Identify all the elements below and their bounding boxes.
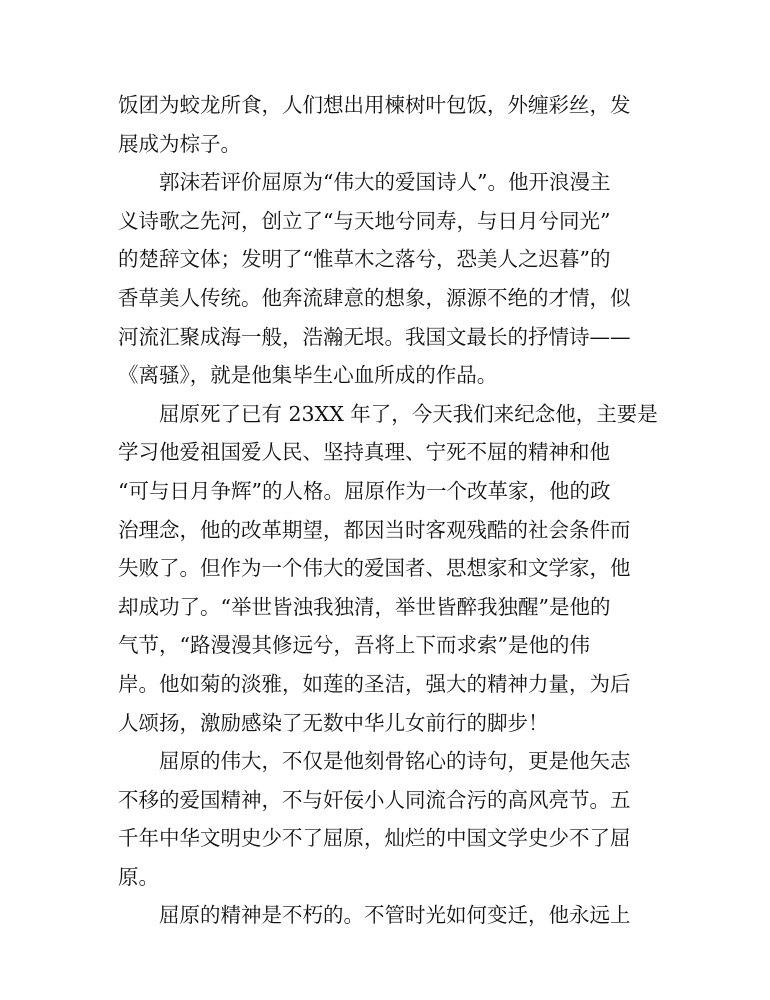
text-line: “可与日月争辉”的人格。屈原作为一个改革家，他的政 xyxy=(118,478,611,503)
text-line: 不移的爱国精神，不与奸佞小人同流合污的高风亮节。五 xyxy=(118,787,631,812)
text-line: 屈原的伟大，不仅是他刻骨铭心的诗句，更是他矢志 xyxy=(159,749,631,774)
text-line: 郭沫若评价屈原为“伟大的爱国诗人”。他开浪漫主 xyxy=(159,170,611,195)
text-line: 治理念，他的改革期望，都因当时客观残酷的社会条件而 xyxy=(118,517,631,542)
paragraph-greatness xyxy=(118,742,648,896)
paragraph-guo-moruo-evaluation xyxy=(118,163,648,395)
paragraph-commemoration xyxy=(118,395,658,742)
text-line: 却成功了。“举世皆浊我独清，举世皆醉我独醒”是他的 xyxy=(118,594,611,619)
document-body xyxy=(118,86,658,935)
text-line: 千年中华文明史少不了屈原，灿烂的中国文学史少不了屈 xyxy=(118,826,631,851)
text-line: 的楚辞文体；发明了“惟草木之落兮，恐美人之迟暮”的 xyxy=(118,247,611,272)
paragraph-zongzi-origin xyxy=(118,86,648,163)
paragraph-immortal-spirit xyxy=(118,896,648,935)
text-line: 《离骚》，就是他集毕生心血所成的作品。 xyxy=(118,363,498,388)
text-line: 学习他爱祖国爱人民、坚持真理、宁死不屈的精神和他 xyxy=(118,440,610,465)
text-line: 香草美人传统。他奔流肆意的想象，源源不绝的才情，似 xyxy=(118,285,631,310)
text-line: 屈原死了已有 23XX 年了，今天我们来纪念他，主要是 xyxy=(159,401,658,426)
text-line: 展成为棕子。 xyxy=(118,131,241,156)
text-line: 饭团为蛟龙所食，人们想出用楝树叶包饭，外缠彩丝，发 xyxy=(118,93,631,117)
text-line: 失败了。但作为一个伟大的爱国者、思想家和文学家，他 xyxy=(118,556,631,581)
text-line: 屈原的精神是不朽的。不管时光如何变迁，他永远上 xyxy=(159,903,631,928)
text-line: 人颂扬，激励感染了无数中华儿女前行的脚步！ xyxy=(118,710,549,735)
text-line: 义诗歌之先河，创立了“与天地兮同寿，与日月兮同光” xyxy=(118,208,611,233)
text-line: 岸。他如菊的淡雅，如莲的圣洁，强大的精神力量，为后 xyxy=(118,671,631,696)
text-line: 原。 xyxy=(118,864,159,889)
text-line: 气节，“路漫漫其修远兮，吾将上下而求索”是他的伟 xyxy=(118,633,590,658)
text-line: 河流汇聚成海一般，浩瀚无垠。我国文最长的抒情诗—— xyxy=(118,324,631,349)
